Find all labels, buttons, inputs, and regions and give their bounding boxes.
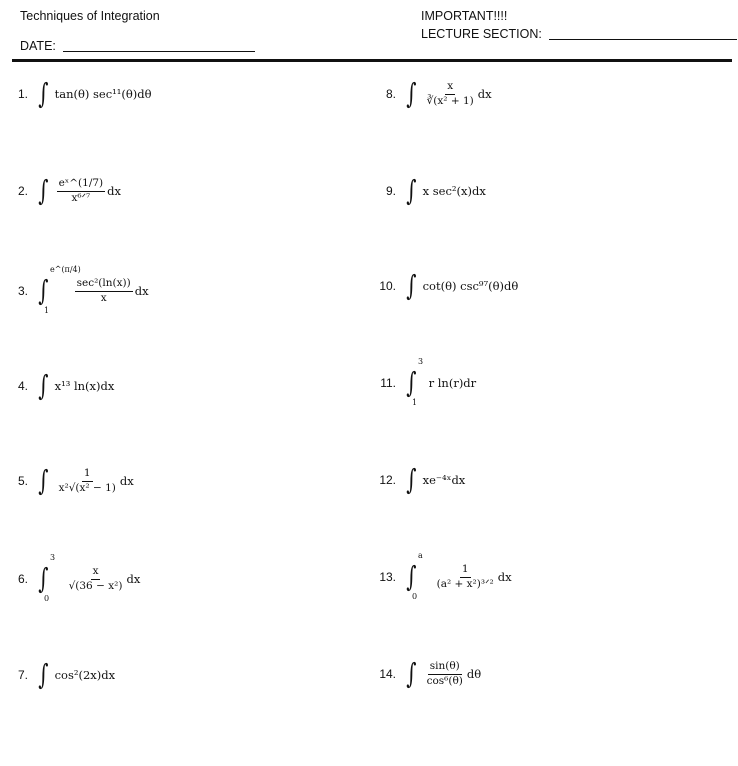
integrand: r ln(r)dr [428, 376, 477, 390]
integral-sign-icon: ∫ [406, 657, 417, 690]
integral-sign-icon: ∫ [38, 77, 49, 110]
problem-5: 5. ∫ $\frac{1}{\text{x²√(x² − 1)}}$ dx [17, 464, 134, 497]
denominator: x²√(x² − 1) [58, 481, 116, 494]
integrand: x¹³ ln(x)dx [54, 379, 115, 393]
problem-6: 6. ∫ 3 0 $\frac{x}{\text{√(36 − x²)}}$ dx [17, 553, 141, 603]
lower-limit: 1 [44, 306, 50, 315]
numerator: sec²(ln(x)) [75, 277, 133, 291]
differential: dx [119, 474, 134, 488]
integrand: cos²(2x)dx [54, 668, 116, 682]
header-rule [12, 59, 732, 62]
problem-1: 1. ∫ tan(θ) sec¹¹(θ)dθ [17, 77, 152, 110]
problem-3: 3. ∫ e^(π/4) 1 $\frac{\text{sec²(ln(x))}}{x}$ dx [17, 265, 149, 315]
lower-limit: 0 [412, 592, 418, 601]
upper-limit: e^(π/4) [50, 265, 81, 274]
integral-sign-icon: ∫ [406, 77, 417, 110]
integral-sign-icon: ∫ [38, 274, 49, 307]
integrand: x sec²(x)dx [422, 184, 486, 198]
integral-sign-icon: ∫ [38, 464, 49, 497]
differential: dx [497, 570, 512, 584]
integrand: cot(θ) csc⁹⁷(θ)dθ [422, 279, 519, 293]
problem-14: 14. ∫ $\frac{\sin(\theta)}{\text{cos⁶(θ)}}$ dθ [379, 657, 482, 690]
problem-10: 10. ∫ cot(θ) csc⁹⁷(θ)dθ [379, 269, 519, 302]
upper-limit: a [418, 551, 423, 560]
numerator: 1 [460, 563, 471, 577]
denominator: (a² + x²)³ᐟ² [436, 577, 494, 590]
integral-sign-icon: ∫ [38, 562, 49, 595]
denominator: √(36 − x²) [68, 579, 123, 592]
numerator: sin(θ) [428, 660, 462, 674]
lecture-section-label: LECTURE SECTION: [421, 27, 542, 41]
differential: dx [134, 284, 149, 298]
lower-limit: 0 [44, 594, 50, 603]
numerator: x [445, 80, 455, 94]
lecture-section-blank [549, 39, 737, 40]
problem-2: 2. ∫ $\frac{\text{eˣ\textasciicircum{}(1/7)}}{\text{x⁶ᐟ⁷}}$ dx [17, 174, 122, 207]
numerator: 1 [82, 467, 93, 481]
problem-13: 13. ∫ a 0 $\frac{1}{\text{(a² + x²)³ᐟ²}}$ dx [379, 551, 512, 601]
problem-12: 12. ∫ xe⁻⁴ˣdx [379, 463, 466, 496]
integral-sign-icon: ∫ [406, 463, 417, 496]
problem-9: 9. ∫ x sec²(x)dx [385, 174, 486, 207]
numerator: x [91, 565, 101, 579]
denominator: ∛(x² + 1) [426, 94, 474, 107]
integrand: tan(θ) sec¹¹(θ)dθ [54, 87, 152, 101]
integrand: xe⁻⁴ˣdx [422, 473, 466, 487]
denominator: cos⁶(θ) [426, 674, 463, 687]
differential: dx [107, 184, 122, 198]
problem-7: 7. ∫ cos²(2x)dx [17, 658, 116, 691]
differential: dx [126, 572, 141, 586]
integral-sign-icon: ∫ [406, 269, 417, 302]
denominator: x⁶ᐟ⁷ [71, 191, 91, 204]
page-title: Techniques of Integration [20, 9, 160, 23]
important-label: IMPORTANT!!!! [421, 9, 508, 23]
integral-sign-icon: ∫ [38, 658, 49, 691]
denominator: x [100, 291, 107, 304]
problem-8: 8. ∫ $\frac{x}{\text{∛(x² + 1)}}$ dx [385, 77, 492, 110]
integral-sign-icon: ∫ [406, 174, 417, 207]
numerator: eˣ^(1/7) [57, 177, 106, 191]
problem-11: 11. ∫ 3 1 r ln(r)dr [380, 357, 477, 407]
date-label: DATE: [20, 39, 56, 53]
upper-limit: 3 [50, 553, 56, 562]
integral-sign-icon: ∫ [406, 560, 417, 593]
integral-sign-icon: ∫ [38, 369, 49, 402]
date-blank [63, 51, 255, 52]
differential: dθ [466, 667, 482, 681]
problem-4: 4. ∫ x¹³ ln(x)dx [17, 369, 115, 402]
integral-sign-icon: ∫ [38, 174, 49, 207]
integral-sign-icon: ∫ [406, 366, 417, 399]
upper-limit: 3 [418, 357, 424, 366]
differential: dx [477, 87, 492, 101]
lower-limit: 1 [412, 398, 418, 407]
